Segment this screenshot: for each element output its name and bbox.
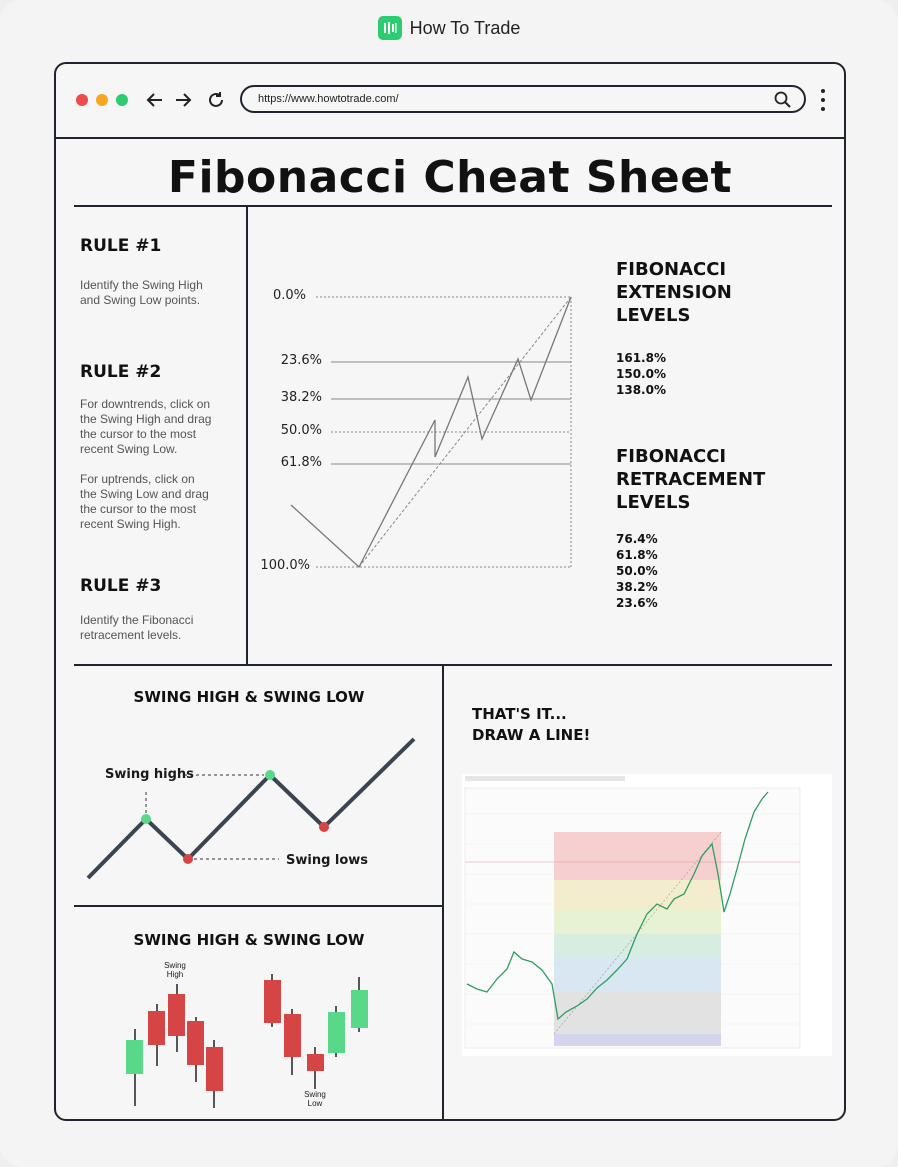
bottom-vertical-divider	[442, 664, 444, 1119]
forward-arrow-icon[interactable]	[174, 92, 192, 108]
candle-5	[206, 1047, 223, 1091]
browser-toolbar	[56, 64, 844, 139]
maximize-window-button[interactable]	[116, 94, 128, 106]
candle-1	[126, 1040, 143, 1074]
more-menu-icon[interactable]	[820, 88, 826, 112]
section-divider	[74, 664, 832, 666]
fib-zone-top	[554, 832, 721, 880]
candle-9	[328, 1012, 345, 1053]
retracement-values: 76.4% 61.8% 50.0% 38.2% 23.6%	[616, 532, 658, 610]
level-label-61: 61.8%	[280, 455, 322, 470]
fib-zone-7	[554, 1034, 721, 1046]
candle-10	[351, 990, 368, 1028]
minimize-window-button[interactable]	[96, 94, 108, 106]
close-window-button[interactable]	[76, 94, 88, 106]
retracement-title: FIBONACCI RETRACEMENT LEVELS	[616, 446, 766, 513]
rule-3-title: RULE #3	[80, 576, 162, 596]
swing-candle-title: SWING HIGH & SWING LOW	[133, 931, 365, 949]
candle-8	[307, 1054, 324, 1071]
rule-1-title: RULE #1	[80, 236, 162, 256]
swing-high-candle-label: Swing High	[164, 961, 186, 979]
candle-3	[168, 994, 185, 1036]
fib-zone-5	[554, 958, 721, 992]
address-bar-url: https://www.howtotrade.com/	[258, 93, 399, 105]
draw-line-title: THAT'S IT... DRAW A LINE!	[472, 705, 591, 744]
search-icon[interactable]	[774, 91, 792, 109]
back-arrow-icon[interactable]	[146, 92, 164, 108]
swing-low-point-2	[319, 822, 329, 832]
trading-chart-screenshot	[462, 774, 832, 1056]
level-label-23: 23.6%	[280, 353, 322, 368]
bottom-left-divider	[74, 905, 442, 907]
rule-2-title: RULE #2	[80, 362, 162, 382]
candle-6	[264, 980, 281, 1023]
candle-4	[187, 1021, 204, 1065]
swing-highs-label: Swing highs	[105, 767, 194, 782]
swing-low-candle-label: Swing Low	[304, 1090, 326, 1108]
fib-zone-6	[554, 992, 721, 1034]
level-label-50: 50.0%	[280, 423, 322, 438]
reload-icon[interactable]	[206, 90, 226, 110]
swing-line-title: SWING HIGH & SWING LOW	[133, 688, 365, 706]
extension-title: FIBONACCI EXTENSION LEVELS	[616, 259, 732, 326]
rule-2-text: For downtrends, click on the Swing High and drag the cursor to the most recent Swing Low. For uptrends, click on the Swing Low and drag the cursor to the most recent Swing High.	[80, 397, 212, 531]
swing-lows-label: Swing lows	[286, 853, 369, 868]
candle-2	[148, 1011, 165, 1045]
page-title: Fibonacci Cheat Sheet	[167, 152, 733, 203]
level-label-100: 100.0%	[260, 558, 310, 573]
brand-header	[0, 16, 898, 40]
browser-window	[54, 62, 846, 1121]
fib-zone-3	[554, 910, 721, 934]
address-bar[interactable]	[240, 85, 806, 113]
fib-zone-4	[554, 934, 721, 958]
rule-3-text: Identify the Fibonacci retracement levels.	[80, 613, 194, 642]
rule-1-text: Identify the Swing High and Swing Low points.	[80, 278, 203, 307]
swing-high-point-2	[265, 770, 275, 780]
brand-name: How To Trade	[409, 17, 521, 38]
extension-values: 161.8% 150.0% 138.0%	[616, 351, 666, 397]
level-label-38: 38.2%	[280, 390, 322, 405]
level-label-0: 0.0%	[272, 288, 306, 303]
candle-7	[284, 1014, 301, 1057]
swing-high-point-1	[141, 814, 151, 824]
fib-zone-2	[554, 880, 721, 910]
swing-candle-diagram	[74, 954, 424, 1114]
swing-low-point-1	[183, 854, 193, 864]
swing-line-diagram	[74, 724, 424, 894]
brand-logo-icon	[378, 16, 402, 40]
